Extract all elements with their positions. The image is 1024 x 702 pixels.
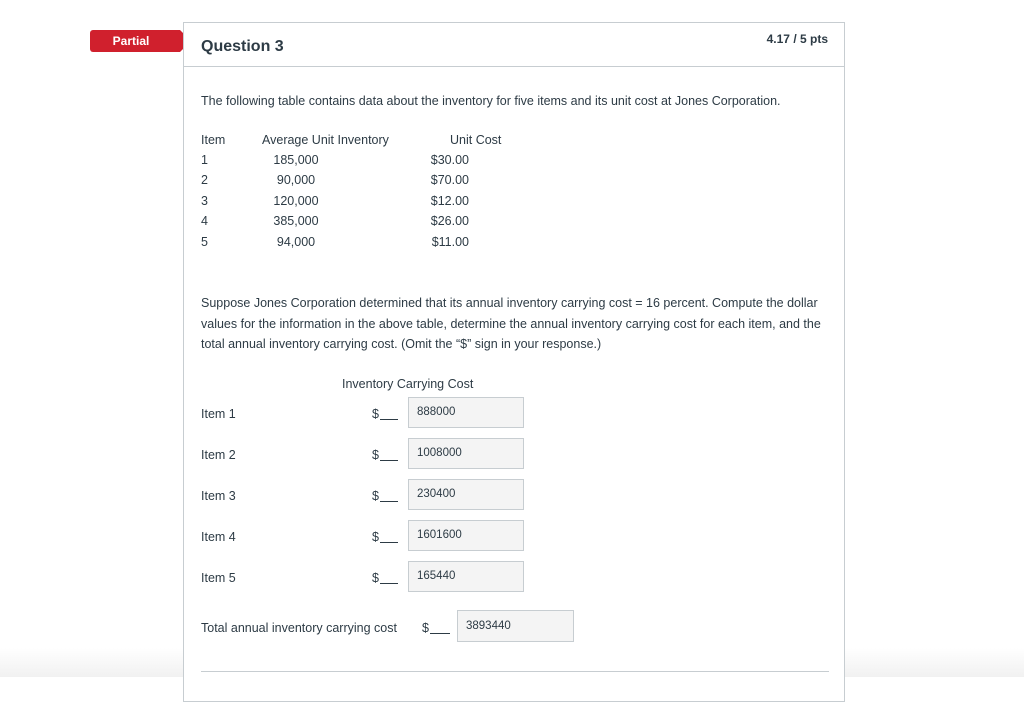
answer-input-item-4[interactable]: 1601600 bbox=[408, 520, 524, 551]
question-title: Question 3 bbox=[201, 38, 284, 55]
table-cell-item: 2 bbox=[201, 173, 208, 187]
answer-label-item-5: Item 5 bbox=[201, 571, 236, 585]
table-header-unit-cost: Unit Cost bbox=[450, 133, 502, 147]
table-cell-item: 5 bbox=[201, 235, 208, 249]
table-cell-avg: 90,000 bbox=[276, 173, 316, 187]
question-intro: The following table contains data about the inventory for five items and its unit cost at Jones Corporation. bbox=[201, 94, 781, 108]
partial-badge-label: Partial bbox=[112, 34, 150, 48]
divider bbox=[201, 671, 829, 672]
table-cell-cost: $30.00 bbox=[430, 153, 469, 167]
dollar-prefix: $ bbox=[372, 448, 404, 462]
question-paragraph: Suppose Jones Corporation determined that its annual inventory carrying cost = 16 percent. Compute the dollar values for the information in the above table, determine the annual inventory carrying cost for each item, and the total annual inventory carrying cost. (Omit the “$” sign in your response.) bbox=[201, 296, 821, 351]
answer-label-item-4: Item 4 bbox=[201, 530, 236, 544]
dollar-prefix: $ bbox=[372, 571, 404, 585]
table-header-average-unit-inventory: Average Unit Inventory bbox=[262, 133, 389, 147]
table-cell-item: 4 bbox=[201, 214, 208, 228]
dollar-prefix: $ bbox=[372, 530, 404, 544]
question-header bbox=[184, 23, 844, 67]
table-cell-cost: $11.00 bbox=[431, 235, 469, 249]
answer-label-item-3: Item 3 bbox=[201, 489, 236, 503]
total-carrying-cost-input[interactable]: 3893440 bbox=[457, 610, 574, 642]
answer-input-item-5[interactable]: 165440 bbox=[408, 561, 524, 592]
table-cell-cost: $12.00 bbox=[430, 194, 469, 208]
total-carrying-cost-label: Total annual inventory carrying cost bbox=[201, 621, 397, 635]
answer-input-item-2[interactable]: 1008000 bbox=[408, 438, 524, 469]
dollar-prefix: $ bbox=[372, 489, 404, 503]
table-cell-avg: 185,000 bbox=[273, 153, 319, 167]
inventory-carrying-cost-header: Inventory Carrying Cost bbox=[342, 377, 474, 391]
answer-input-item-1[interactable]: 888000 bbox=[408, 397, 524, 428]
dollar-prefix: $ bbox=[372, 407, 404, 421]
table-cell-cost: $26.00 bbox=[430, 214, 469, 228]
table-cell-cost: $70.00 bbox=[430, 173, 469, 187]
table-cell-item: 3 bbox=[201, 194, 208, 208]
dollar-prefix: $ bbox=[422, 621, 450, 635]
partial-badge bbox=[90, 30, 180, 52]
answer-label-item-1: Item 1 bbox=[201, 407, 236, 421]
table-cell-avg: 385,000 bbox=[273, 214, 319, 228]
question-card bbox=[183, 22, 845, 702]
table-header-item: Item bbox=[201, 133, 226, 147]
table-cell-avg: 94,000 bbox=[276, 235, 316, 249]
answer-label-item-2: Item 2 bbox=[201, 448, 236, 462]
answer-input-item-3[interactable]: 230400 bbox=[408, 479, 524, 510]
table-cell-avg: 120,000 bbox=[273, 194, 319, 208]
question-points: 4.17 / 5 pts bbox=[766, 32, 828, 46]
table-cell-item: 1 bbox=[201, 153, 208, 167]
